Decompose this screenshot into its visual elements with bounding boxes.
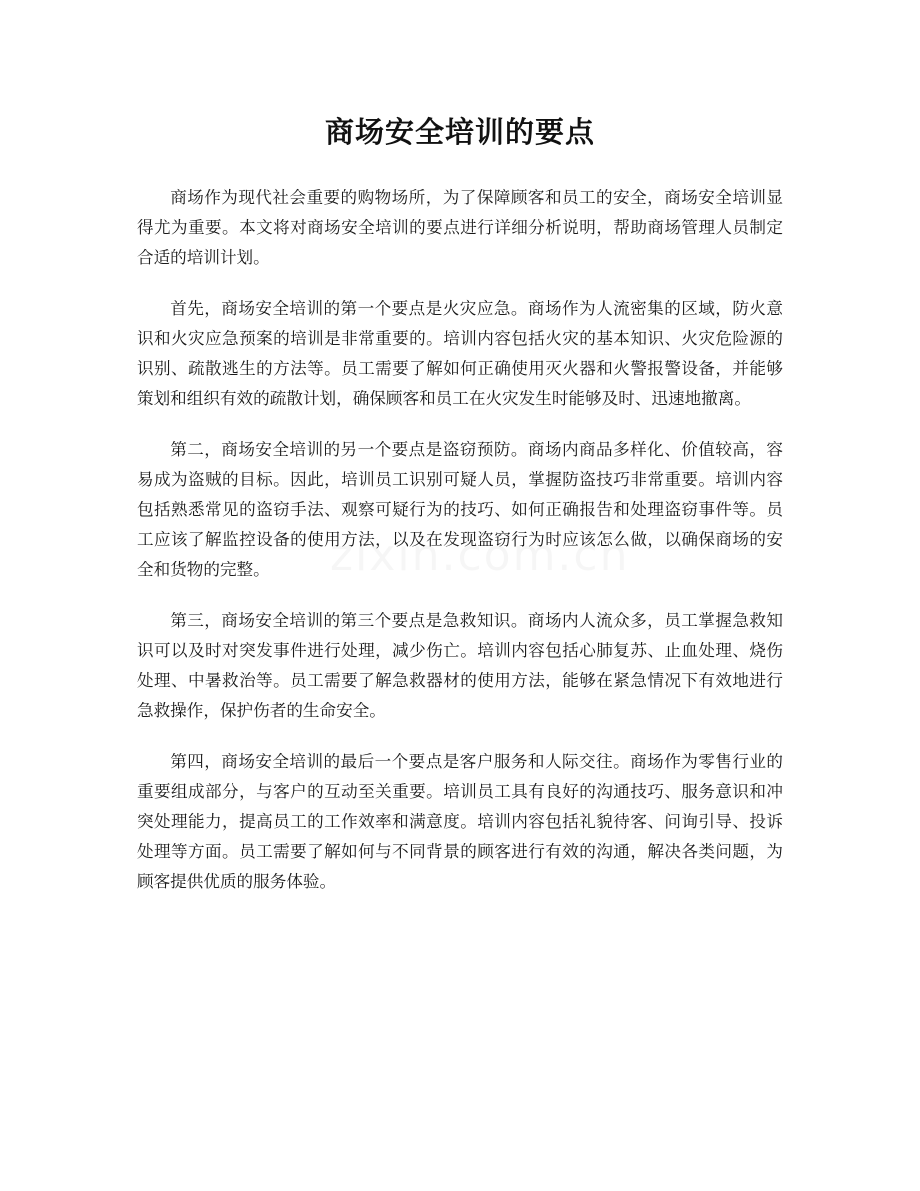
document-body	[137, 183, 783, 918]
paragraph-fire-emergency: 首先，商场安全培训的第一个要点是火灾应急。商场作为人流密集的区域，防火意识和火灾应急预案的培训是非常重要的。培训内容包括火灾的基本知识、火灾危险源的识别、疏散逃生的方法等。员工需要了解如何正确使用灭火器和火警报警设备，并能够策划和组织有效的疏散计划，确保顾客和员工在火灾发生时能够及时、迅速地撤离。	[137, 299, 783, 408]
paragraph-customer-service: 第四，商场安全培训的最后一个要点是客户服务和人际交往。商场作为零售行业的重要组成部分，与客户的互动至关重要。培训员工具有良好的沟通技巧、服务意识和冲突处理能力，提高员工的工作效率和满意度。培训内容包括礼貌待客、问询引导、投诉处理等方面。员工需要了解如何与不同背景的顾客进行有效的沟通，解决各类问题，为顾客提供优质的服务体验。	[137, 752, 783, 891]
paragraph-theft-prevention: 第二，商场安全培训的另一个要点是盗窃预防。商场内商品多样化、价值较高，容易成为盗贼的目标。因此，培训员工识别可疑人员，掌握防盗技巧非常重要。培训内容包括熟悉常见的盗窃手法、观察可疑行为的技巧、如何正确报告和处理盗窃事件等。员工应该了解监控设备的使用方法，以及在发现盗窃行为时应该怎么做，以确保商场的安全和货物的完整。	[137, 440, 783, 579]
paragraph-intro: 商场作为现代社会重要的购物场所，为了保障顾客和员工的安全，商场安全培训显得尤为重要。本文将对商场安全培训的要点进行详细分析说明，帮助商场管理人员制定合适的培训计划。	[137, 188, 783, 267]
paragraph-first-aid: 第三，商场安全培训的第三个要点是急救知识。商场内人流众多，员工掌握急救知识可以及时对突发事件进行处理，减少伤亡。培训内容包括心肺复苏、止血处理、烧伤处理、中暑救治等。员工需要了解急救器材的使用方法，能够在紧急情况下有效地进行急救操作，保护伤者的生命安全。	[137, 611, 783, 720]
document-title: 商场安全培训的要点	[324, 115, 595, 149]
